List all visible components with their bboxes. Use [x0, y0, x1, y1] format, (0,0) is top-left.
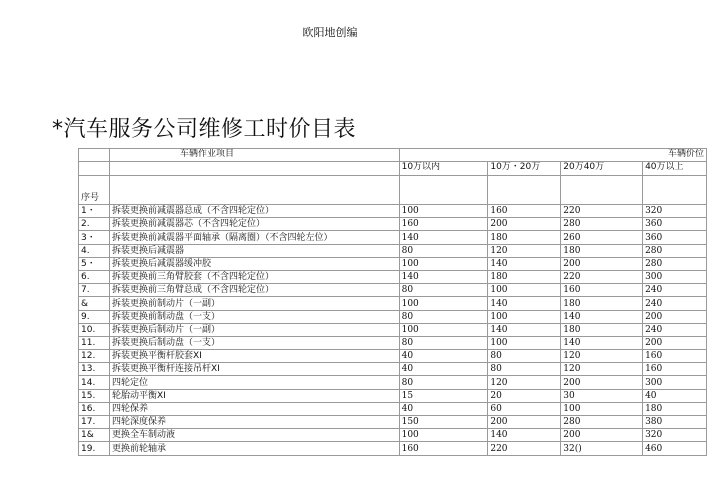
column-header-item: 车辆作业项目 [109, 149, 399, 162]
table-row [79, 270, 707, 283]
table-header-row [79, 149, 707, 162]
price-cell: 80 [399, 336, 488, 349]
table-row [79, 218, 707, 231]
header-blank-cell [79, 149, 110, 162]
table-row [79, 284, 707, 297]
price-level-header: 40万以上 [643, 162, 707, 176]
item-cell: 更换前轮轴承 [109, 442, 399, 455]
price-cell: 100 [399, 205, 488, 218]
price-cell: 300 [643, 270, 707, 283]
item-cell: 拆装更换前制动片（一副） [109, 297, 399, 310]
price-cell: 180 [488, 270, 561, 283]
price-cell: 220 [561, 270, 643, 283]
price-cell: 200 [561, 376, 643, 389]
price-cell: 280 [561, 416, 643, 429]
table-row [79, 323, 707, 336]
table-row [79, 244, 707, 257]
header-blank-cell [643, 176, 707, 205]
table-row [79, 429, 707, 442]
price-cell: 40 [399, 363, 488, 376]
item-cell: 拆装更换前减震器芯（不含四轮定位） [109, 218, 399, 231]
table-header-row [79, 176, 707, 205]
price-cell: 40 [643, 389, 707, 402]
header-blank-cell [561, 176, 643, 205]
item-cell: 拆装更换前制动盘（一支） [109, 310, 399, 323]
price-cell: 40 [399, 402, 488, 415]
item-cell: 拆装更换后减震器缓冲胶 [109, 257, 399, 270]
column-header-seq: 序号 [79, 176, 110, 205]
seq-cell: 5・ [79, 257, 110, 270]
price-cell: 200 [561, 257, 643, 270]
price-cell: 120 [488, 376, 561, 389]
price-cell: 160 [561, 284, 643, 297]
table-header-row [79, 162, 707, 176]
price-cell: 360 [643, 231, 707, 244]
price-cell: 80 [399, 310, 488, 323]
price-level-header: 10万・20万 [488, 162, 561, 176]
seq-cell: 2. [79, 218, 110, 231]
price-cell: 140 [488, 297, 561, 310]
seq-cell: & [79, 297, 110, 310]
price-cell: 300 [643, 376, 707, 389]
price-cell: 200 [561, 429, 643, 442]
price-cell: 160 [399, 218, 488, 231]
price-cell: 160 [643, 363, 707, 376]
price-cell: 120 [488, 244, 561, 257]
price-cell: 140 [399, 270, 488, 283]
seq-cell: 13. [79, 363, 110, 376]
price-cell: 180 [561, 244, 643, 257]
price-cell: 280 [643, 244, 707, 257]
table-row [79, 336, 707, 349]
price-cell: 200 [488, 416, 561, 429]
table-row [79, 416, 707, 429]
price-cell: 220 [561, 205, 643, 218]
header-blank-cell [79, 162, 110, 176]
price-cell: 260 [561, 231, 643, 244]
item-cell: 轮胎动平衡XI [109, 389, 399, 402]
header-blank-cell [399, 176, 488, 205]
item-cell: 四轮定位 [109, 376, 399, 389]
seq-cell: 6. [79, 270, 110, 283]
price-cell: 100 [399, 429, 488, 442]
price-cell: 380 [643, 416, 707, 429]
table-row [79, 231, 707, 244]
price-cell: 140 [488, 323, 561, 336]
price-level-header: 20万40万 [561, 162, 643, 176]
price-cell: 120 [561, 350, 643, 363]
price-cell: 20 [488, 389, 561, 402]
price-cell: 140 [561, 310, 643, 323]
item-cell: 拆装更换前减震器总成（不含四轮定位） [109, 205, 399, 218]
item-cell: 四轮深度保养 [109, 416, 399, 429]
price-cell: 100 [488, 310, 561, 323]
table-row [79, 310, 707, 323]
table-row [79, 402, 707, 415]
price-cell: 280 [561, 218, 643, 231]
price-cell: 320 [643, 429, 707, 442]
price-cell: 140 [488, 257, 561, 270]
price-cell: 240 [643, 284, 707, 297]
price-cell: 80 [399, 376, 488, 389]
price-cell: 140 [561, 336, 643, 349]
seq-cell: 1& [79, 429, 110, 442]
price-cell: 80 [399, 244, 488, 257]
price-cell: 280 [643, 257, 707, 270]
price-cell: 32() [561, 442, 643, 455]
page-header-author: 欧阳地创编 [302, 26, 358, 39]
item-cell: 拆装更换后制动片（一副） [109, 323, 399, 336]
price-cell: 140 [399, 231, 488, 244]
price-table [78, 148, 707, 456]
price-level-header: 10万以内 [399, 162, 488, 176]
price-cell: 15 [399, 389, 488, 402]
price-cell: 100 [488, 284, 561, 297]
table-row [79, 350, 707, 363]
header-blank-cell [488, 176, 561, 205]
seq-cell: 12. [79, 350, 110, 363]
price-cell: 200 [643, 310, 707, 323]
seq-cell: 16. [79, 402, 110, 415]
price-cell: 180 [561, 297, 643, 310]
price-cell: 360 [643, 218, 707, 231]
price-cell: 160 [643, 350, 707, 363]
price-cell: 80 [399, 284, 488, 297]
seq-cell: 14. [79, 376, 110, 389]
price-cell: 240 [643, 323, 707, 336]
item-cell: 拆装更换后减震器 [109, 244, 399, 257]
item-cell: 拆装更换前三角臂胶套（不含四轮定位） [109, 270, 399, 283]
price-cell: 100 [399, 323, 488, 336]
price-cell: 160 [488, 205, 561, 218]
item-cell: 拆装更换平衡杆连接吊杆XI [109, 363, 399, 376]
item-cell: 拆装更换前减震器平面轴承（隔离圈）（不含四轮左位） [109, 231, 399, 244]
price-cell: 200 [488, 218, 561, 231]
price-cell: 180 [488, 231, 561, 244]
price-cell: 100 [399, 297, 488, 310]
table-row [79, 389, 707, 402]
price-cell: 30 [561, 389, 643, 402]
seq-cell: 7. [79, 284, 110, 297]
item-cell: 更换全车制动液 [109, 429, 399, 442]
price-cell: 80 [488, 350, 561, 363]
price-cell: 460 [643, 442, 707, 455]
seq-cell: 1・ [79, 205, 110, 218]
header-blank-cell [109, 162, 399, 176]
seq-cell: 4. [79, 244, 110, 257]
table-row [79, 363, 707, 376]
price-cell: 40 [399, 350, 488, 363]
table-row [79, 442, 707, 455]
price-cell: 160 [399, 442, 488, 455]
seq-cell: 9. [79, 310, 110, 323]
price-cell: 140 [488, 429, 561, 442]
column-header-price: 车辆价位 [399, 149, 706, 162]
seq-cell: 10. [79, 323, 110, 336]
price-cell: 120 [561, 363, 643, 376]
price-cell: 100 [561, 402, 643, 415]
item-cell: 拆装更换前三角臂总成（不含四轮定位） [109, 284, 399, 297]
item-cell: 拆装更换后制动盘（一支） [109, 336, 399, 349]
table-row [79, 376, 707, 389]
price-cell: 320 [643, 205, 707, 218]
price-cell: 180 [643, 402, 707, 415]
table-row [79, 257, 707, 270]
price-cell: 220 [488, 442, 561, 455]
document-title: *汽车服务公司维修工时价目表 [52, 117, 357, 142]
price-cell: 80 [488, 363, 561, 376]
price-cell: 60 [488, 402, 561, 415]
seq-cell: 17. [79, 416, 110, 429]
price-cell: 150 [399, 416, 488, 429]
seq-cell: 11. [79, 336, 110, 349]
table-row [79, 297, 707, 310]
item-cell: 四轮保养 [109, 402, 399, 415]
seq-cell: 19. [79, 442, 110, 455]
seq-cell: 15. [79, 389, 110, 402]
price-cell: 180 [561, 323, 643, 336]
price-cell: 240 [643, 297, 707, 310]
table-row [79, 205, 707, 218]
header-blank-cell [109, 176, 399, 205]
price-cell: 200 [643, 336, 707, 349]
price-cell: 100 [488, 336, 561, 349]
price-cell: 100 [399, 257, 488, 270]
seq-cell: 3・ [79, 231, 110, 244]
item-cell: 拆装更换平衡杆胶套XI [109, 350, 399, 363]
